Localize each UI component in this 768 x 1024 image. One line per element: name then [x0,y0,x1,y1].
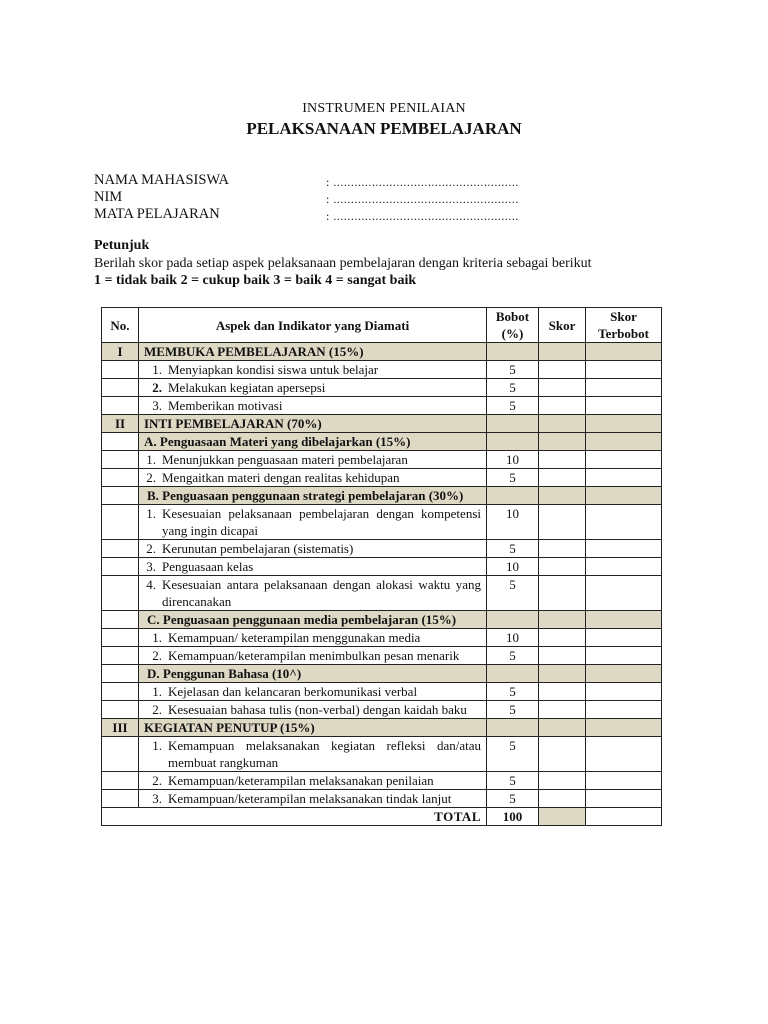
item-number: 2. [152,773,162,788]
skor-terbobot-cell[interactable] [586,361,662,379]
skor-terbobot-cell[interactable] [586,505,662,540]
section-number: II [102,415,139,433]
header-bobot: Bobot (%) [487,308,539,343]
item-number: 3. [152,791,162,806]
bobot-cell: 5 [487,397,539,415]
bobot-cell: 5 [487,737,539,772]
item-text: Melakukan kegiatan apersepsi [168,380,326,395]
skor-terbobot-cell[interactable] [586,540,662,558]
item-text: Kemampuan melaksanakan kegiatan refleksi dan/atau membuat rangkuman [168,738,481,770]
skor-cell[interactable] [539,701,586,719]
info-value-nim: : ..................................................... [326,192,519,206]
header-no: No. [102,308,139,343]
skor-cell[interactable] [539,737,586,772]
item-number: 1. [152,738,162,753]
section-row [102,415,662,433]
item-number: 3. [146,559,156,574]
section-number: I [102,343,139,361]
skor-terbobot-cell[interactable] [586,576,662,611]
section-title: INTI PEMBELAJARAN (70%) [139,415,487,433]
bobot-cell: 5 [487,647,539,665]
table-row [102,397,662,415]
item-number: 1. [152,630,162,645]
skor-cell[interactable] [539,790,586,808]
item-text: Penguasaan kelas [162,559,254,574]
bobot-cell: 10 [487,451,539,469]
skor-cell[interactable] [539,647,586,665]
item-number: 4. [146,577,156,592]
table-row [102,629,662,647]
subsection-row [102,665,662,683]
bobot-cell: 5 [487,540,539,558]
skor-cell[interactable] [539,558,586,576]
skor-cell[interactable] [539,361,586,379]
bobot-cell: 10 [487,505,539,540]
total-skor-terbobot-cell[interactable] [586,808,662,826]
header-aspect: Aspek dan Indikator yang Diamati [139,308,487,343]
skor-cell[interactable] [539,505,586,540]
item-number: 1. [146,452,156,467]
info-label-nama: NAMA MAHASISWA [94,172,229,188]
skor-terbobot-cell[interactable] [586,683,662,701]
bobot-cell: 10 [487,629,539,647]
bobot-cell: 5 [487,683,539,701]
item-number: 3. [152,398,162,413]
info-label-nim: NIM [94,189,123,205]
subsection-title: B. Penguasaan penggunaan strategi pembelajaran (30%) [147,488,464,503]
skor-terbobot-cell[interactable] [586,379,662,397]
skor-terbobot-cell[interactable] [586,701,662,719]
header-skor: Skor [539,308,586,343]
section-title: MEMBUKA PEMBELAJARAN (15%) [139,343,487,361]
item-number: 1. [146,506,156,521]
skor-terbobot-cell[interactable] [586,397,662,415]
instructions-text: Berilah skor pada setiap aspek pelaksanaan pembelajaran dengan kriteria sebagai berikut [94,256,592,271]
item-number: 2. [146,470,156,485]
assessment-table [101,307,662,826]
skor-terbobot-cell[interactable] [586,629,662,647]
item-text: Kesesuaian pelaksanaan pembelajaran dengan kompetensi yang ingin dicapai [162,506,481,538]
table-row [102,576,662,611]
table-row [102,772,662,790]
table-row [102,701,662,719]
section-number: III [102,719,139,737]
item-text: Kesesuaian antara pelaksanaan dengan alokasi waktu yang direncanakan [162,577,481,609]
instructions-heading: Petunjuk [94,238,150,253]
item-number: 2. [152,702,162,717]
item-text: Kemampuan/keterampilan melaksanakan tindak lanjut [168,791,452,806]
info-value-nama: : ..................................................... [326,175,519,189]
item-number: 2. [152,380,162,395]
bobot-cell: 10 [487,558,539,576]
subsection-title: D. Penggunan Bahasa (10^) [139,665,487,683]
table-row [102,683,662,701]
total-label: TOTAL [102,808,487,826]
item-text: Kemampuan/keterampilan menimbulkan pesan menarik [168,648,460,663]
skor-terbobot-cell[interactable] [586,790,662,808]
document-title-line2: PELAKSANAAN PEMBELAJARAN [246,119,522,138]
instructions-criteria: 1 = tidak baik 2 = cukup baik 3 = baik 4 = sangat baik [94,273,417,288]
info-label-mapel: MATA PELAJARAN [94,206,220,222]
skor-cell[interactable] [539,772,586,790]
table-row [102,379,662,397]
item-text: Kesesuaian bahasa tulis (non-verbal) dengan kaidah baku [168,702,467,717]
table-row [102,558,662,576]
document-title-line1: INSTRUMEN PENILAIAN [302,101,466,116]
header-skor-terbobot: Skor Terbobot [586,308,662,343]
total-value: 100 [487,808,539,826]
subsection-row [102,611,662,629]
total-skor-cell [539,808,586,826]
bobot-cell: 5 [487,701,539,719]
bobot-cell: 5 [487,576,539,611]
skor-cell[interactable] [539,540,586,558]
item-text: Kerunutan pembelajaran (sistematis) [162,541,354,556]
section-row [102,343,662,361]
subsection-title: A. Penguasaan Materi yang dibelajarkan (15%) [139,433,487,451]
skor-terbobot-cell[interactable] [586,772,662,790]
item-text: Menyiapkan kondisi siswa untuk belajar [168,362,379,377]
skor-terbobot-cell[interactable] [586,558,662,576]
item-text: Kemampuan/ keterampilan menggunakan media [168,630,421,645]
bobot-cell: 5 [487,379,539,397]
skor-cell[interactable] [539,451,586,469]
section-row [102,719,662,737]
skor-cell[interactable] [539,379,586,397]
skor-terbobot-cell[interactable] [586,737,662,772]
item-number: 2. [146,541,156,556]
skor-cell[interactable] [539,576,586,611]
bobot-cell: 5 [487,361,539,379]
item-text: Kemampuan/keterampilan melaksanakan penilaian [168,773,434,788]
bobot-cell: 5 [487,790,539,808]
table-row [102,647,662,665]
bobot-cell: 5 [487,469,539,487]
table-row [102,451,662,469]
subsection-title: C. Penguasaan penggunaan media pembelajaran (15%) [147,612,457,627]
item-text: Mengaitkan materi dengan realitas kehidupan [162,470,400,485]
table-row [102,505,662,540]
info-value-mapel: : ..................................................... [326,209,519,223]
table-header-row [102,308,662,343]
item-number: 2. [152,648,162,663]
skor-cell[interactable] [539,683,586,701]
skor-terbobot-cell[interactable] [586,451,662,469]
total-row [102,808,662,826]
table-row [102,737,662,772]
table-row [102,469,662,487]
item-text: Kejelasan dan kelancaran berkomunikasi verbal [168,684,418,699]
table-row [102,790,662,808]
subsection-row [102,433,662,451]
item-number: 1. [152,684,162,699]
bobot-cell: 5 [487,772,539,790]
table-row [102,540,662,558]
skor-cell[interactable] [539,629,586,647]
item-text: Memberikan motivasi [168,398,283,413]
item-number: 1. [152,362,162,377]
skor-terbobot-cell[interactable] [586,469,662,487]
skor-terbobot-cell[interactable] [586,647,662,665]
item-text: Menunjukkan penguasaan materi pembelajaran [162,452,408,467]
skor-cell[interactable] [539,469,586,487]
section-title: KEGIATAN PENUTUP (15%) [139,719,487,737]
table-row [102,361,662,379]
subsection-row [102,487,662,505]
skor-cell[interactable] [539,397,586,415]
